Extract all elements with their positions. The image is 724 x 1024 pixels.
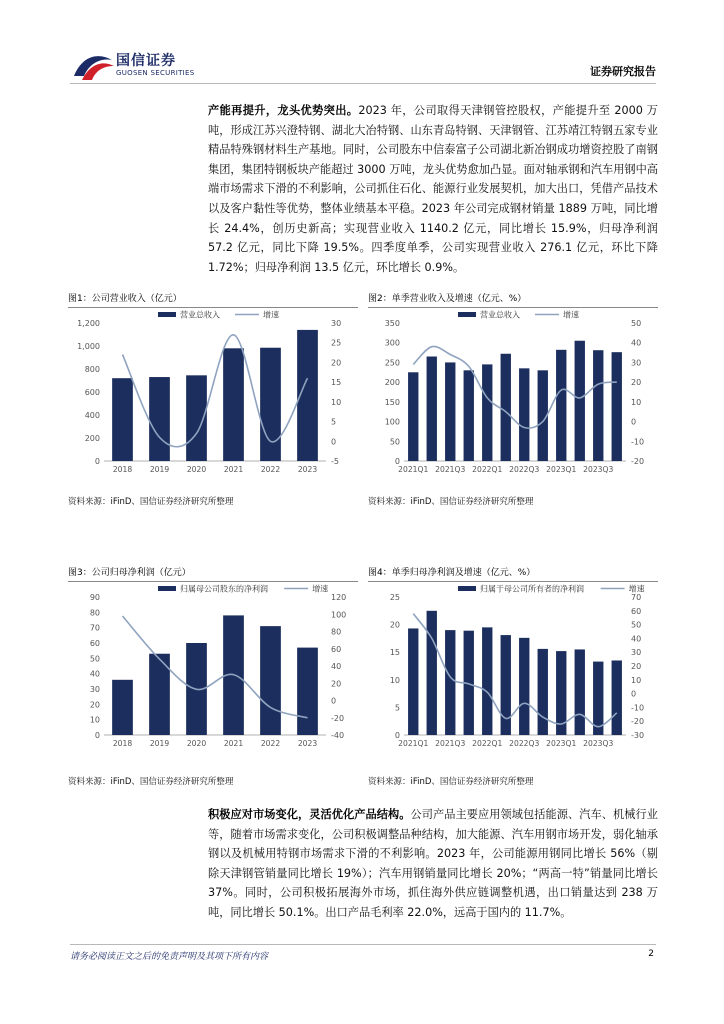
x-tick-label: 2019 — [149, 465, 170, 474]
x-tick-label: 2020 — [186, 465, 207, 474]
page-header — [0, 0, 724, 90]
y-tick-right: 20 — [331, 358, 342, 368]
y-tick-left: 5 — [394, 703, 400, 713]
x-tick-label: 2021Q1 — [398, 465, 429, 474]
bar — [612, 352, 622, 461]
y-tick-right: 60 — [631, 606, 642, 616]
bar — [260, 348, 281, 461]
y-tick-left: 300 — [384, 338, 400, 348]
paragraph-capacity — [208, 101, 658, 277]
bar — [445, 630, 455, 735]
y-tick-left: 70 — [89, 623, 100, 633]
figure-source: 资料来源：iFinD、国信证券经济研究所整理 — [68, 497, 234, 507]
x-tick-label: 2022Q3 — [509, 739, 540, 748]
legend-bar-swatch — [458, 586, 476, 591]
x-tick-label: 2023Q3 — [583, 465, 614, 474]
bar — [538, 649, 548, 735]
y-tick-left: 25 — [389, 593, 400, 602]
chart-quarterly-revenue — [368, 309, 658, 489]
y-tick-right: 10 — [331, 397, 342, 407]
y-tick-right: 40 — [631, 634, 642, 644]
y-tick-left: 15 — [389, 648, 400, 658]
figure-title: 图2：单季营业收入及增速（亿元、%） — [368, 289, 658, 308]
y-tick-right: 40 — [331, 662, 342, 671]
figure-title: 图3：公司归母净利润（亿元） — [68, 563, 358, 582]
y-tick-right: 100 — [331, 610, 347, 620]
x-tick-label: 2018 — [112, 739, 133, 748]
chart-quarterly-net-profit — [368, 583, 658, 763]
y-tick-left: 40 — [89, 669, 100, 679]
figure-3 — [68, 563, 358, 787]
y-tick-right: 5 — [331, 417, 337, 427]
bar — [112, 378, 133, 461]
bar — [575, 341, 585, 461]
report-type-label: 证券研究报告 — [590, 65, 656, 78]
y-tick-right: -20 — [631, 457, 645, 466]
x-tick-label: 2022 — [260, 739, 281, 748]
figure-source: 资料来源：iFinD、国信证券经济研究所整理 — [368, 777, 534, 787]
x-tick-label: 2021Q3 — [435, 465, 466, 474]
footer-divider — [70, 944, 656, 945]
header-divider — [70, 83, 656, 84]
legend-bar-swatch — [458, 312, 476, 317]
y-tick-right: 70 — [631, 593, 642, 602]
bar — [427, 611, 437, 735]
y-tick-right: -10 — [631, 437, 645, 447]
legend-line-label: 增速 — [628, 584, 645, 594]
legend-bar-label: 营业总收入 — [180, 310, 220, 320]
bar — [297, 648, 318, 735]
x-tick-label: 2021Q3 — [435, 739, 466, 748]
x-tick-label: 2022 — [260, 465, 281, 474]
bar — [445, 362, 455, 461]
y-tick-right: 10 — [631, 675, 642, 685]
bar — [427, 357, 437, 461]
y-tick-left: 20 — [89, 700, 100, 710]
x-tick-label: 2021 — [223, 465, 244, 474]
y-tick-left: 10 — [89, 715, 100, 725]
y-tick-left: 1,000 — [77, 342, 100, 351]
y-tick-left: 350 — [384, 319, 400, 328]
legend-line-label: 增速 — [563, 310, 579, 320]
y-tick-right: 30 — [631, 358, 642, 368]
bar — [575, 649, 585, 735]
figure-title: 图1：公司营业收入（亿元） — [68, 289, 358, 308]
page-number: 2 — [648, 949, 654, 959]
y-tick-left: 80 — [89, 608, 100, 618]
x-tick-label: 2023Q3 — [583, 739, 614, 748]
bar — [482, 627, 492, 735]
logo-text-en: GUOSEN SECURITIES — [116, 69, 195, 77]
paragraph-market — [208, 805, 658, 923]
y-tick-right: 20 — [631, 378, 642, 388]
growth-line — [413, 614, 617, 727]
y-tick-left: 30 — [89, 685, 100, 694]
x-tick-label: 2023 — [297, 739, 318, 748]
bar — [612, 660, 622, 735]
bar — [112, 680, 133, 735]
figure-2 — [368, 289, 658, 507]
figure-1 — [68, 289, 358, 507]
x-tick-label: 2023Q1 — [546, 465, 577, 474]
x-tick-label: 2023Q1 — [546, 739, 577, 748]
legend-bar-label: 归属于母公司所有者的净利润 — [480, 584, 584, 594]
figure-source: 资料来源：iFinD、国信证券经济研究所整理 — [368, 497, 534, 507]
y-tick-right: 30 — [331, 319, 342, 328]
y-tick-right: -5 — [331, 457, 339, 466]
bar — [482, 364, 492, 461]
bar — [519, 368, 529, 461]
y-tick-left: 250 — [384, 358, 400, 368]
y-tick-right: 15 — [331, 378, 342, 388]
x-tick-label: 2021 — [223, 739, 244, 748]
y-tick-right: 80 — [331, 627, 342, 637]
y-tick-left: 0 — [94, 457, 100, 466]
bar — [556, 350, 566, 461]
y-tick-right: 0 — [331, 437, 337, 447]
x-tick-label: 2022Q1 — [472, 465, 503, 474]
y-tick-left: 90 — [89, 593, 100, 602]
x-tick-label: 2019 — [149, 739, 170, 748]
y-tick-right: -20 — [631, 717, 645, 727]
y-tick-right: 50 — [631, 620, 642, 630]
y-tick-left: 800 — [84, 365, 100, 374]
chart-annual-revenue — [68, 309, 358, 489]
bar — [223, 348, 244, 461]
disclaimer-note: 请务必阅读正文之后的免责声明及其项下所有内容 — [70, 952, 269, 962]
bar — [501, 354, 511, 461]
bar — [408, 628, 418, 735]
y-tick-right: 120 — [331, 593, 347, 602]
y-tick-right: 0 — [331, 696, 337, 706]
y-tick-left: 50 — [89, 654, 100, 664]
y-tick-left: 600 — [84, 388, 100, 397]
y-tick-right: 10 — [631, 397, 642, 407]
bar — [593, 662, 603, 735]
y-tick-left: 200 — [84, 434, 100, 443]
figure-source: 资料来源：iFinD、国信证券经济研究所整理 — [68, 777, 234, 787]
y-tick-right: 0 — [631, 689, 637, 699]
y-tick-right: -20 — [331, 713, 345, 723]
y-tick-right: 40 — [631, 338, 642, 348]
paragraph-lead: 产能再提升，龙头优势突出。 — [208, 104, 359, 117]
bar — [464, 370, 474, 461]
x-tick-label: 2022Q1 — [472, 739, 503, 748]
y-tick-right: -10 — [631, 703, 645, 713]
y-tick-left: 10 — [389, 675, 400, 685]
paragraph-body: 公司产品主要应用领域包括能源、汽车、机械行业等，随着市场需求变化，公司积极调整品种结构，加大能源、汽车用钢市场开发，弱化轴承钢以及机械用特钢市场需求下滑的不利影响。2023 年，公司能源用钢同比增长 56%（剔除天津钢管销量同比增长 19%）；汽车用钢销量同比增长 20%；“两高一特”销量同比增长 37%。同时，公司积极拓展海外市场，抓住海外供应链调整机遇，出口销量达到 238 万吨，同比增长 50.1%。出口产品毛利率 22.0%，远高于国内的 11.7%。 — [208, 808, 658, 919]
y-tick-left: 60 — [89, 639, 100, 648]
y-tick-right: 60 — [331, 644, 342, 654]
y-tick-left: 1,200 — [77, 319, 100, 328]
figure-4 — [368, 563, 658, 787]
bar — [260, 626, 281, 735]
y-tick-left: 0 — [394, 731, 400, 740]
legend-bar-swatch — [158, 586, 176, 591]
y-tick-right: 20 — [331, 679, 342, 689]
x-tick-label: 2023 — [297, 465, 318, 474]
x-tick-label: 2021Q1 — [398, 739, 429, 748]
legend-line-label: 增速 — [263, 310, 279, 320]
legend-line-label: 增速 — [312, 584, 329, 594]
y-tick-left: 100 — [384, 417, 400, 427]
y-tick-right: -30 — [631, 731, 645, 740]
y-tick-left: 150 — [384, 397, 400, 407]
legend-bar-label: 归属母公司股东的净利润 — [180, 584, 268, 594]
x-tick-label: 2020 — [186, 739, 207, 748]
logo-text-cn: 国信证券 — [116, 53, 176, 69]
legend-bar-label: 营业总收入 — [480, 310, 520, 320]
chart-annual-net-profit — [68, 583, 358, 763]
y-tick-right: 0 — [631, 417, 637, 427]
bar — [408, 372, 418, 461]
x-tick-label: 2018 — [112, 465, 133, 474]
y-tick-right: 50 — [631, 319, 642, 328]
y-tick-right: 30 — [631, 648, 642, 658]
paragraph-body: 2023 年，公司取得天津钢管控股权，产能提升至 2000 万吨，形成江苏兴澄特钢、湖北大冶特钢、山东青岛特钢、天津钢管、江苏靖江特钢五家专业精品特殊钢材料生产基地。同时，公司股东中信泰富子公司湖北新冶钢成功增资控股了南钢集团，集团特钢板块产能超过 3000 万吨，龙头优势愈加凸显。面对轴承钢和汽车用钢中高端市场需求下滑的不利影响，公司抓住石化、能源行业发展契机，加大出口，凭借产品技术以及客户黏性等优势，整体业绩基本平稳。2023 年公司完成钢材销量 1889 万吨，同比增长 24.4%，创历史新高；实现营业收入 1140.2 亿元，同比增长 15.9%，归母净利润 57.2 亿元，同比下降 19.5%。四季度单季，公司实现营业收入 276.1 亿元，环比下降 1.72%；归母净利润 13.5 亿元，环比增长 0.9%。 — [208, 104, 658, 274]
x-tick-label: 2022Q3 — [509, 465, 540, 474]
y-tick-left: 20 — [389, 620, 400, 630]
bar — [501, 635, 511, 735]
y-tick-left: 200 — [384, 378, 400, 388]
bar — [593, 350, 603, 461]
growth-line — [413, 346, 617, 428]
paragraph-lead: 积极应对市场变化，灵活优化产品结构。 — [208, 808, 411, 821]
legend-bar-swatch — [158, 312, 176, 317]
y-tick-left: 0 — [394, 457, 400, 466]
y-tick-right: -40 — [331, 731, 345, 740]
y-tick-left: 0 — [94, 731, 100, 740]
bar — [519, 638, 529, 735]
y-tick-left: 400 — [84, 411, 100, 420]
y-tick-right: 20 — [631, 662, 642, 671]
bar — [149, 377, 170, 461]
y-tick-left: 50 — [389, 437, 400, 447]
y-tick-right: 25 — [331, 338, 342, 348]
figure-title: 图4：单季归母净利润及增速（亿元、%） — [368, 563, 658, 582]
